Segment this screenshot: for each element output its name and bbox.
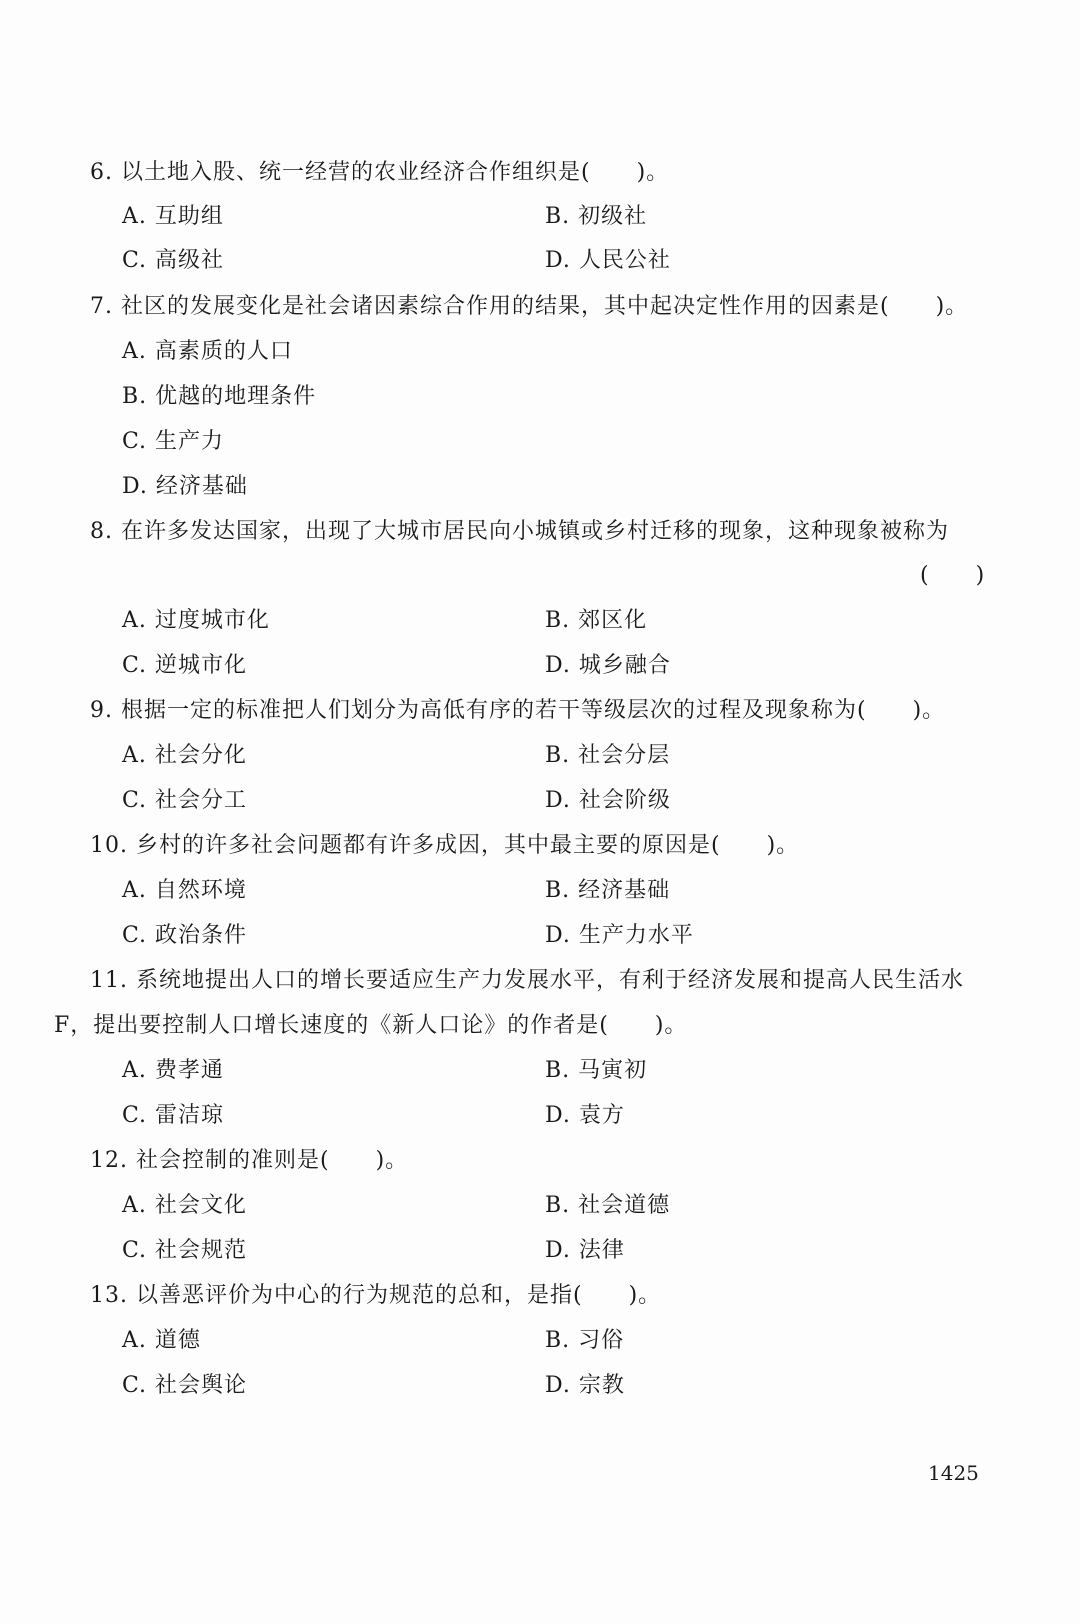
question-12-option-a: A. 社会文化 [122, 1193, 247, 1218]
page-number: 1425 [928, 1461, 979, 1485]
question-7-option-d: D. 经济基础 [122, 474, 248, 499]
question-9-option-d: D. 社会阶级 [545, 788, 671, 813]
question-12-option-d: D. 法律 [545, 1238, 625, 1263]
question-6-option-c: C. 高级社 [122, 248, 225, 273]
question-11-stem-continued: F，提出要控制人口增长速度的《新人口论》的作者是( )。 [54, 1013, 688, 1038]
question-10-stem: 10. 乡村的许多社会问题都有许多成因，其中最主要的原因是( )。 [90, 833, 800, 858]
question-11-option-d: D. 袁方 [545, 1103, 625, 1128]
question-6-option-a: A. 互助组 [122, 204, 224, 229]
question-12-option-b: B. 社会道德 [545, 1193, 671, 1218]
question-12-stem: 12. 社会控制的准则是( )。 [90, 1148, 409, 1173]
question-11-option-c: C. 雷洁琼 [122, 1103, 225, 1128]
question-10-option-c: C. 政治条件 [122, 923, 248, 948]
question-8-option-d: D. 城乡融合 [545, 653, 671, 678]
question-13-option-c: C. 社会舆论 [122, 1373, 248, 1398]
question-11-option-a: A. 费孝通 [122, 1058, 224, 1083]
question-13-option-d: D. 宗教 [545, 1373, 625, 1398]
question-7-option-c: C. 生产力 [122, 429, 225, 454]
question-10-option-d: D. 生产力水平 [545, 923, 694, 948]
question-10-option-b: B. 经济基础 [545, 878, 671, 903]
question-11-stem: 11. 系统地提出人口的增长要适应生产力发展水平，有利于经济发展和提高人民生活水 [90, 968, 964, 993]
question-8-option-a: A. 过度城市化 [122, 608, 270, 633]
question-8-stem: 8. 在许多发达国家，出现了大城市居民向小城镇或乡村迁移的现象，这种现象被称为 [90, 519, 949, 544]
question-12-option-c: C. 社会规范 [122, 1238, 248, 1263]
question-9-option-c: C. 社会分工 [122, 788, 248, 813]
question-6-option-b: B. 初级社 [545, 204, 648, 229]
question-8-option-b: B. 郊区化 [545, 608, 648, 633]
question-9-option-b: B. 社会分层 [545, 743, 671, 768]
question-9-option-a: A. 社会分化 [122, 743, 247, 768]
question-6-option-d: D. 人民公社 [545, 248, 671, 273]
question-13-option-a: A. 道德 [122, 1328, 201, 1353]
question-7-option-b: B. 优越的地理条件 [122, 384, 317, 409]
question-7-option-a: A. 高素质的人口 [122, 339, 293, 364]
question-7-stem: 7. 社区的发展变化是社会诸因素综合作用的结果，其中起决定性作用的因素是( )。 [90, 294, 969, 319]
question-11-option-b: B. 马寅初 [545, 1058, 648, 1083]
question-9-stem: 9. 根据一定的标准把人们划分为高低有序的若干等级层次的过程及现象称为( )。 [90, 698, 946, 723]
question-13-option-b: B. 习俗 [545, 1328, 625, 1353]
question-8-answer-blank: ( ) [920, 563, 986, 588]
question-13-stem: 13. 以善恶评价为中心的行为规范的总和，是指( )。 [90, 1283, 662, 1308]
question-6-stem: 6. 以土地入股、统一经营的农业经济合作组织是( )。 [90, 160, 670, 185]
question-8-option-c: C. 逆城市化 [122, 653, 248, 678]
question-10-option-a: A. 自然环境 [122, 878, 247, 903]
